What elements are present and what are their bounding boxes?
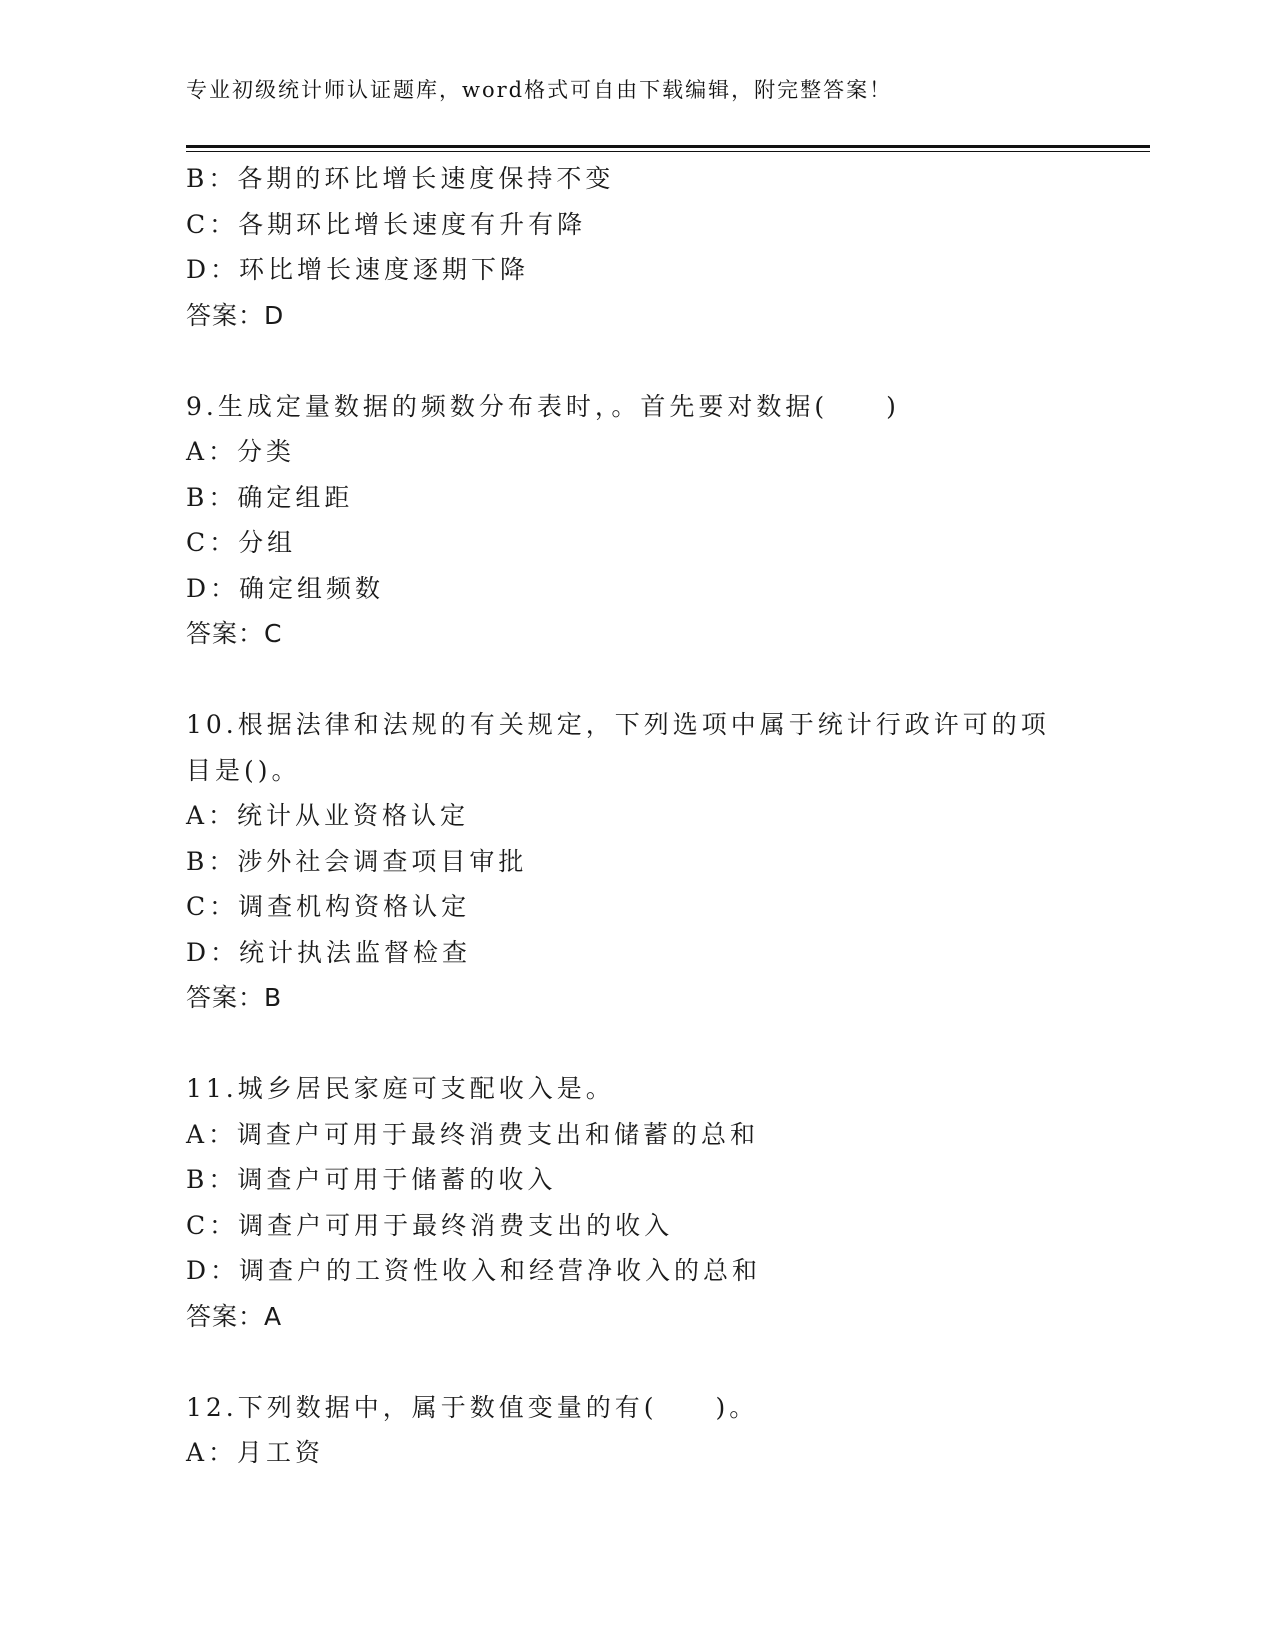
page-header: 专业初级统计师认证题库，word格式可自由下载编辑，附完整答案！ — [186, 78, 893, 102]
answer-line: 答案：A — [186, 1301, 283, 1331]
question-item — [186, 384, 1150, 657]
question-stem: 10.根据法律和法规的有关规定，下列选项中属于统计行政许可的项目是()。 — [186, 710, 1050, 785]
option: A：分类 — [186, 437, 296, 466]
question-item — [186, 702, 1150, 1021]
spacer — [186, 1021, 1150, 1067]
option: B：各期的环比增长速度保持不变 — [186, 164, 615, 193]
question-list — [186, 156, 1150, 1476]
spacer — [186, 657, 1150, 703]
option: D：确定组频数 — [186, 573, 385, 603]
option: B：确定组距 — [186, 482, 354, 512]
option: A：统计从业资格认定 — [186, 801, 470, 830]
option: B：涉外社会调查项目审批 — [186, 846, 528, 876]
option: C：各期环比增长速度有升有降 — [186, 209, 587, 239]
question-item — [186, 1066, 1150, 1339]
option: D：统计执法监督检查 — [186, 937, 472, 967]
question-stem: 12.下列数据中，属于数值变量的有( )。 — [186, 1392, 759, 1422]
spacer — [186, 1339, 1150, 1385]
answer-line: 答案：D — [186, 300, 285, 330]
option: C：分组 — [186, 528, 297, 557]
header-rule-thick — [186, 145, 1150, 148]
option: C：调查机构资格认定 — [186, 892, 471, 921]
option: B：调查户可用于储蓄的收入 — [186, 1165, 557, 1194]
answer-line: 答案：C — [186, 619, 283, 648]
question-item — [186, 156, 1150, 338]
option: C：调查户可用于最终消费支出的收入 — [186, 1210, 674, 1240]
question-stem: 11.城乡居民家庭可支配收入是。 — [186, 1074, 615, 1103]
answer-line: 答案：B — [186, 983, 283, 1012]
option: A：月工资 — [186, 1438, 325, 1467]
option: D：调查户的工资性收入和经营净收入的总和 — [186, 1256, 762, 1285]
option: D：环比增长速度逐期下降 — [186, 255, 530, 284]
question-stem: 9.生成定量数据的频数分布表时，。首先要对数据( ) — [186, 391, 900, 421]
question-item — [186, 1385, 1150, 1476]
spacer — [186, 338, 1150, 384]
option: A：调查户可用于最终消费支出和储蓄的总和 — [186, 1119, 760, 1149]
header-rule-thin — [186, 151, 1150, 152]
